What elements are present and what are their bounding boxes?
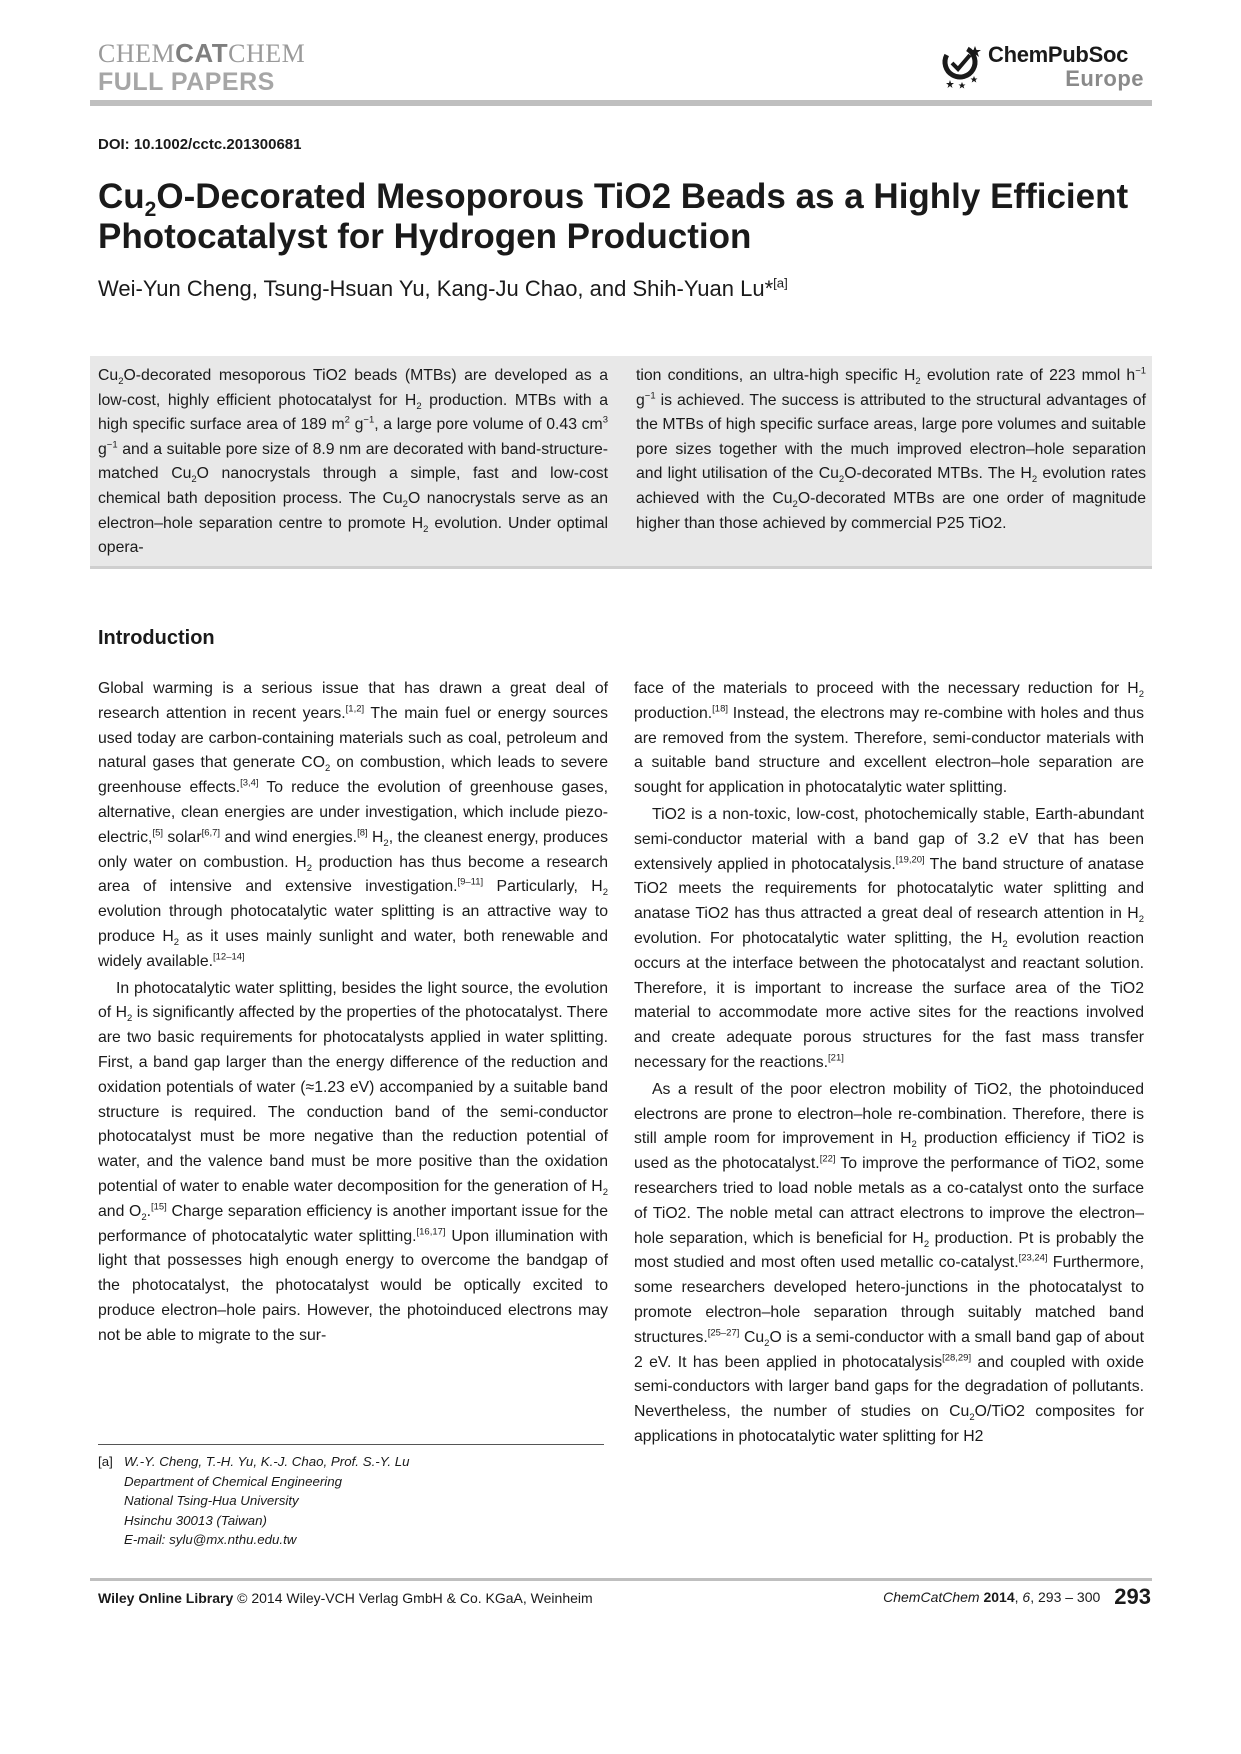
- footnote-email: E-mail: sylu@mx.nthu.edu.tw: [124, 1532, 297, 1547]
- footer-year: 2014: [983, 1589, 1015, 1605]
- footer-volume: 6: [1022, 1589, 1031, 1605]
- section-label: FULL PAPERS: [98, 68, 275, 96]
- page-number: 293: [1114, 1584, 1151, 1609]
- doi: DOI: 10.1002/cctc.201300681: [98, 136, 302, 153]
- journal-name-part2: CAT: [175, 38, 229, 68]
- author-list: Wei-Yun Cheng, Tsung-Hsuan Yu, Kang-Ju Chao, and Shih-Yuan Lu*[a]: [98, 275, 788, 301]
- section-heading-introduction: Introduction: [98, 627, 215, 649]
- footnote-line: National Tsing-Hua University: [124, 1493, 299, 1508]
- footer-pages: , 293 – 300: [1030, 1589, 1101, 1605]
- star-circle-icon: [940, 40, 984, 90]
- abstract-left-column: $Cu_2O$-decorated mesoporous TiO2 beads (MTBs) are developed as a low-cost, highly efficient photocatalyst for $H_2$ production. MTBs with a high specific surface area of 189 $m^2$ $g^{-1}$, a large pore volume of 0.43 $cm^3$ $g^{-1}$ and a suitable pore size of 8.9 nm are decorated with band-structure-matched $Cu_2O$ nanocrystals through a simple, fast and low-cost chemical bath deposition process. The $Cu_2O$ nanocrystals serve as an electron–hole separation centre to promote $H_2$ evolution. Under optimal opera-: [98, 367, 609, 557]
- footer-journal: ChemCatChem: [883, 1589, 980, 1605]
- journal-name-part1: CHEM: [98, 39, 176, 68]
- body-left-column: [98, 677, 608, 1351]
- abstract-right-column: tion conditions, an ultra-high specific $H_2$ evolution rate of 223 mmol $h^{-1}$ $g^{-1}$ is achieved. The success is attributed to the structural advantages of the MTBs of high specific surface areas, large pore volumes and suitable pore sizes together with the much improved electron–hole separation and light utilisation of the $Cu_2O$-decorated MTBs. The $H_2$ evolution rates achieved with the $Cu_2O$-decorated MTBs are one order of magnitude higher than those achieved by commercial P25 TiO2.: [636, 365, 1146, 532]
- footnote-line: Hsinchu 30013 (Taiwan): [124, 1512, 267, 1528]
- footnote-line: Department of Chemical Engineering: [124, 1473, 343, 1489]
- paragraph: TiO2 is a non-toxic, low-cost, photochemically stable, Earth-abundant semi-conductor material with a band gap of 3.2 eV that has been extensively applied in photocatalysis.[19,20] The band structure of anatase TiO2 meets the requirements for photocatalytic water splitting and anatase TiO2 has thus attracted a great deal of research attention in $H_2$ evolution. For photocatalytic water splitting, the $H_2$ evolution reaction occurs at the interface between the photocatalyst and reactant solution. Therefore, it is important to increase the surface area of the TiO2 material to accommodate more active sites for the reactions involved and create adequate porous structures for the fast mass transfer necessary for the reactions.[21]: [634, 805, 1144, 1071]
- footnote-line: W.-Y. Cheng, T.-H. Yu, K.-J. Chao, Prof. S.-Y. Lu: [124, 1454, 410, 1469]
- publisher-region: Europe: [1065, 66, 1144, 91]
- affiliation-footnote: [98, 1452, 604, 1550]
- footnote-rule: [98, 1444, 604, 1445]
- footer-copyright: [98, 1590, 593, 1606]
- abstract-box: [90, 356, 1152, 566]
- body-right-column: [634, 677, 1144, 1452]
- article-title: $Cu_2O$-Decorated Mesoporous TiO2 Beads as a Highly Efficient Photocatalyst for Hydrogen Production: [98, 177, 1129, 256]
- footer-citation: ChemCatChem 2014, 6, 293 – 300 293: [883, 1584, 1151, 1609]
- paragraph: As a result of the poor electron mobility of TiO2, the photoinduced electrons are prone to electron–hole re-combination. Therefore, there is still ample room for improvement in $H_2$ production efficiency if TiO2 is used as the photocatalyst.[22] To improve the performance of TiO2, some researchers tried to load noble metals as a co-catalyst onto the surface of TiO2. The noble metal can attract electrons to improve the electron–hole separation, which is beneficial for $H_2$ production. Pt is probably the most studied and most often used metallic co-catalyst.[23,24] Furthermore, some researchers developed hetero-junctions in the photocatalyst to promote electron–hole separation through suitably matched band structures.[25–27] $Cu_2O$ is a semi-conductor with a small band gap of about 2 eV. It has been applied in photocatalysis[28,29] and coupled with oxide semi-conductors with larger band gaps for the degradation of pollutants. Nevertheless, the number of studies on $Cu_2O/TiO2$ composites for applications in photocatalytic water splitting for H2: [634, 1080, 1145, 1445]
- journal-name: [98, 38, 305, 69]
- publisher-logo: [940, 38, 1150, 94]
- paragraph: Global warming is a serious issue that has drawn a great deal of research attention in recent years.[1,2] The main fuel or energy sources used today are carbon-containing materials such as coal, petroleum and natural gases that generate $CO_2$ on combustion, which leads to severe greenhouse effects.[3,4] To reduce the evolution of greenhouse gases, alternative, clean energies are under investigation, which include piezo-electric,[5] solar[6,7] and wind energies.[8] $H_2$, the cleanest energy, produces only water on combustion. $H_2$ production has thus become a research area of intensive and extensive investigation.[9–11] Particularly, $H_2$ evolution through photocatalytic water splitting is an attractive way to produce $H_2$ as it uses mainly sunlight and water, both renewable and widely available.[12–14]: [98, 680, 609, 970]
- paragraph: In photocatalytic water splitting, besides the light source, the evolution of $H_2$ is significantly affected by the properties of the photocatalyst. There are two basic requirements for photocatalysts applied in water splitting. First, a band gap larger than the energy difference of the reduction and oxidation potentials of water (≈1.23 eV) accompanied by a suitable band structure is required. The conduction band of the semi-conductor photocatalyst must be more negative than the reduction potential of water, and the valence band must be more positive than the oxidation potential of water to enable water decomposition for the generation of $H_2$ and $O_2.[15]$ Charge separation efficiency is another important issue for the performance of photocatalytic water splitting.[16,17] Upon illumination with light that possesses high enough energy to overcome the bandgap of the photocatalyst, the photocatalyst would be optically excited to produce electron–hole pairs. However, the photoinduced electrons may not be able to migrate to the sur-: [98, 979, 608, 1344]
- footer-library: Wiley Online Library: [98, 1590, 234, 1606]
- footer-rule: [90, 1578, 1152, 1581]
- publisher-name: ChemPubSoc: [988, 42, 1129, 67]
- footnote-mark: [a]: [98, 1454, 113, 1469]
- footer-copyright-text: © 2014 Wiley-VCH Verlag GmbH & Co. KGaA, Weinheim: [237, 1590, 593, 1606]
- paragraph: face of the materials to proceed with the necessary reduction for $H_2$ production.[18] Instead, the electrons may re-combine with holes and thus are removed from the system. Therefore, semi-conductor materials with a suitable band structure and excellent electron–hole separation are sought for application in photocatalytic water splitting.: [634, 680, 1144, 797]
- header-rule: [90, 100, 1152, 106]
- journal-name-part3: CHEM: [228, 39, 306, 68]
